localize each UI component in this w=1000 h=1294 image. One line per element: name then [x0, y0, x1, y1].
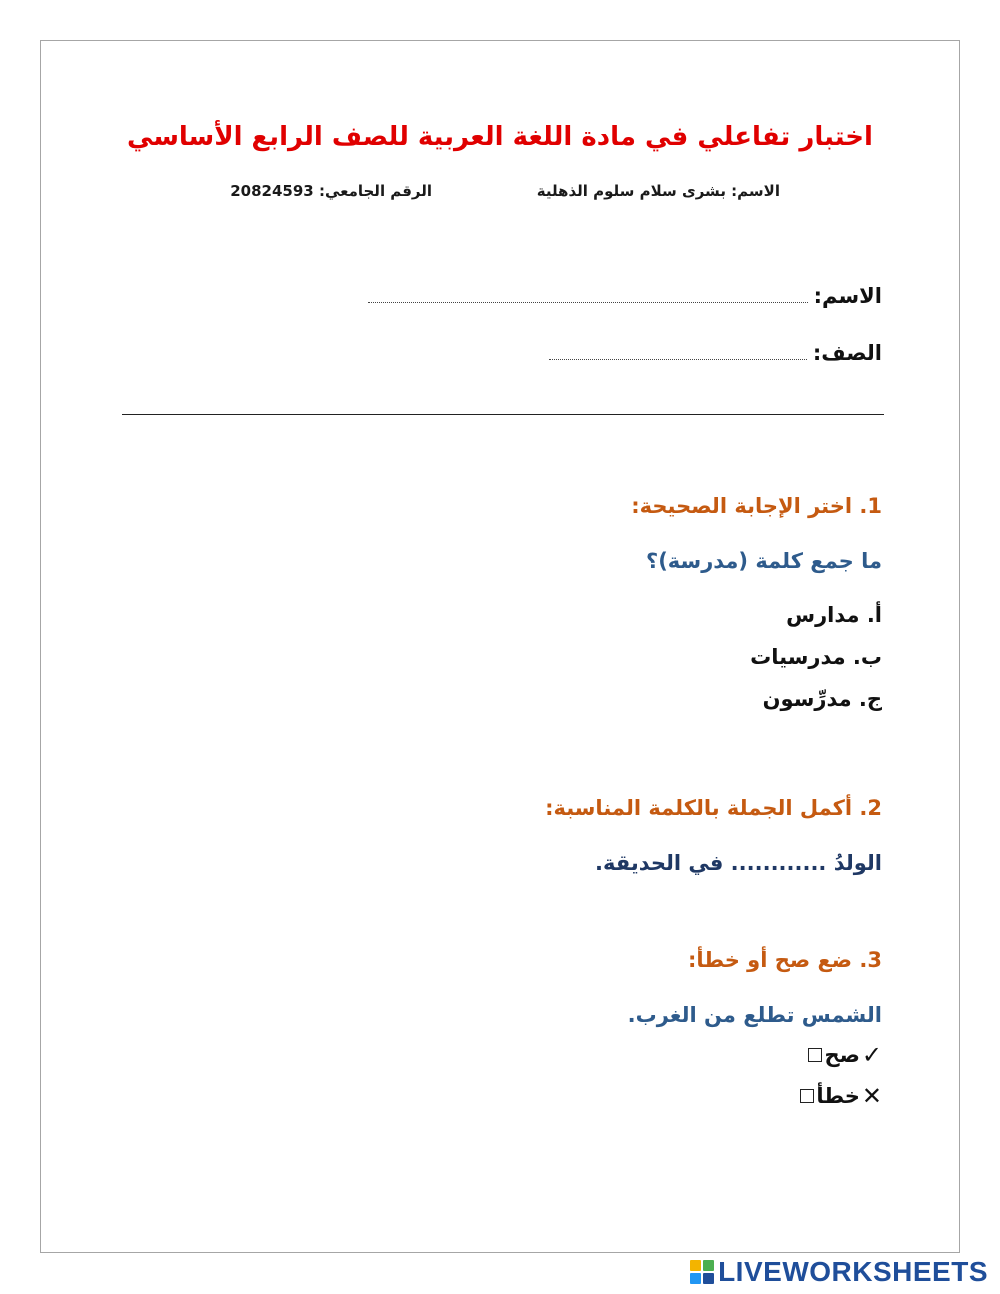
question-2-sentence[interactable]: الولدُ ............ في الحديقة. — [595, 851, 882, 875]
question-1-heading: 1. اختر الإجابة الصحيحة: — [631, 494, 882, 518]
name-field-label: الاسم: — [813, 284, 882, 308]
question-1-text: ما جمع كلمة (مدرسة)؟ — [646, 549, 882, 573]
university-id: الرقم الجامعي: 20824593 — [230, 182, 432, 200]
option-c[interactable]: ج. مدرِّسون — [762, 687, 882, 711]
cross-mark-icon: ✕ — [861, 1082, 882, 1110]
question-2-heading: 2. أكمل الجملة بالكلمة المناسبة: — [545, 796, 882, 820]
class-input-line[interactable] — [549, 358, 807, 360]
worksheet-title: اختبار تفاعلي في مادة اللغة العربية للصف الرابع الأساسي — [127, 122, 873, 152]
false-option-label: خطأ — [816, 1084, 860, 1108]
option-a[interactable]: أ. مدارس — [786, 603, 882, 627]
false-option[interactable] — [800, 1084, 882, 1108]
question-3-heading: 3. ضع صح أو خطأ: — [687, 948, 882, 972]
option-b[interactable]: ب. مدرسيات — [750, 645, 882, 669]
class-field[interactable] — [549, 341, 882, 365]
author-name: الاسم: بشرى سلام سلوم الذهلية — [536, 182, 780, 200]
true-option-label: صح — [824, 1043, 860, 1067]
check-mark-icon: ✓ — [861, 1041, 882, 1069]
true-option[interactable] — [808, 1043, 882, 1067]
brand-name: LIVEWORKSHEETS — [718, 1256, 988, 1287]
logo-grid-icon — [690, 1260, 714, 1284]
true-checkbox[interactable] — [808, 1048, 822, 1062]
false-checkbox[interactable] — [800, 1089, 814, 1103]
divider — [122, 414, 884, 415]
name-input-line[interactable] — [368, 301, 808, 303]
question-3-statement: الشمس تطلع من الغرب. — [627, 1003, 882, 1027]
class-field-label: الصف: — [812, 341, 882, 365]
liveworksheets-logo — [690, 1256, 988, 1288]
name-field[interactable] — [368, 284, 882, 308]
